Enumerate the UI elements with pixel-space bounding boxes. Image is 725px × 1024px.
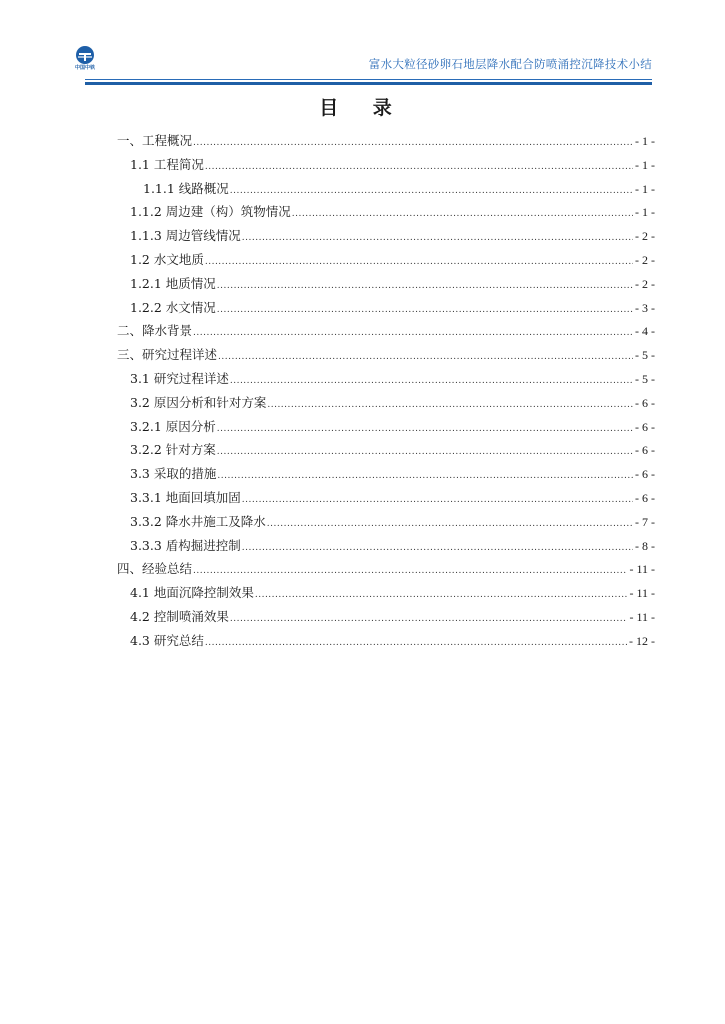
- toc-title: 目 录: [319, 97, 406, 119]
- toc-entry-label: 4.3 研究总结: [130, 632, 204, 648]
- leader-dots: [230, 614, 628, 624]
- toc-entry-page: - 11 -: [629, 586, 655, 601]
- leader-dots: [292, 209, 633, 219]
- header-rule-thick: [85, 82, 652, 85]
- toc-entry-label: 四、经验总结: [117, 561, 193, 577]
- toc-entry-page: - 12 -: [629, 633, 655, 648]
- toc-entry[interactable]: [117, 345, 655, 369]
- toc-entry-label: 1.1.2 周边建（构）筑物情况: [130, 204, 291, 220]
- leader-dots: [242, 543, 633, 553]
- toc-entry[interactable]: [117, 321, 655, 345]
- toc-entry-page: - 11 -: [629, 562, 655, 577]
- toc-entry-page: - 1 -: [635, 181, 655, 196]
- toc-entry[interactable]: [117, 369, 655, 393]
- leader-dots: [205, 257, 633, 267]
- toc-entry-page: - 3 -: [635, 300, 655, 315]
- toc-entry-label: 3.3.3 盾构掘进控制: [130, 537, 241, 553]
- toc-entry[interactable]: [117, 179, 655, 203]
- leader-dots: [242, 233, 633, 243]
- toc-entry-page: - 6 -: [635, 490, 655, 505]
- toc-entry-page: - 6 -: [635, 395, 655, 410]
- toc-entry[interactable]: [117, 488, 655, 512]
- toc-entry[interactable]: [117, 155, 655, 179]
- toc-entry[interactable]: [117, 536, 655, 560]
- toc-entry[interactable]: [117, 512, 655, 536]
- toc-entry-label: 1.1 工程简况: [130, 156, 204, 172]
- leader-dots: [217, 424, 633, 434]
- leader-dots: [255, 590, 628, 600]
- toc-entry-label: 1.2 水文地质: [130, 251, 204, 267]
- logo-caption: 中国中铁: [74, 65, 95, 71]
- leader-dots: [230, 186, 633, 196]
- toc-entry-page: - 11 -: [629, 609, 655, 624]
- toc-entry[interactable]: [117, 226, 655, 250]
- toc-entry-label: 1.1.3 周边管线情况: [130, 228, 241, 244]
- leader-dots: [217, 447, 633, 457]
- toc-entry-page: - 1 -: [635, 157, 655, 172]
- leader-dots: [205, 162, 633, 172]
- header-rule-thin: [85, 79, 652, 80]
- leader-dots: [193, 328, 633, 338]
- toc-entry-label: 3.2 原因分析和针对方案: [130, 394, 267, 410]
- table-of-contents: [117, 131, 655, 655]
- toc-entry-page: - 1 -: [635, 134, 655, 148]
- page-header: [70, 44, 652, 92]
- leader-dots: [193, 138, 633, 148]
- toc-entry-page: - 5 -: [635, 371, 655, 386]
- toc-entry-label: 3.3.2 降水井施工及降水: [130, 513, 266, 529]
- toc-entry[interactable]: [117, 131, 655, 155]
- toc-entry-label: 3.1 研究过程详述: [130, 370, 229, 386]
- toc-entry-page: - 2 -: [635, 229, 655, 244]
- toc-entry[interactable]: [117, 631, 655, 655]
- toc-entry-label: 3.3.1 地面回填加固: [130, 489, 241, 505]
- toc-entry[interactable]: [117, 393, 655, 417]
- toc-entry-page: - 7 -: [635, 514, 655, 529]
- toc-entry-label: 一、工程概况: [117, 133, 193, 148]
- toc-entry[interactable]: [117, 464, 655, 488]
- toc-entry-page: - 4 -: [635, 324, 655, 339]
- toc-entry-label: 1.1.1 线路概况: [143, 180, 229, 196]
- leader-dots: [267, 400, 633, 410]
- toc-entry-page: - 6 -: [635, 467, 655, 482]
- toc-entry-label: 三、研究过程详述: [117, 347, 218, 363]
- leader-dots: [218, 352, 633, 362]
- toc-entry-label: 1.2.2 水文情况: [130, 299, 216, 315]
- toc-entry[interactable]: [117, 202, 655, 226]
- toc-entry[interactable]: [117, 559, 655, 583]
- header-title: 富水大粒径砂卵石地层降水配合防喷涌控沉降技术小结: [368, 57, 652, 71]
- toc-entry-label: 二、降水背景: [117, 323, 193, 339]
- leader-dots: [217, 281, 633, 291]
- leader-dots: [267, 519, 633, 529]
- toc-entry-label: 3.2.2 针对方案: [130, 442, 216, 458]
- toc-entry-page: - 5 -: [635, 348, 655, 363]
- toc-entry-page: - 6 -: [635, 419, 655, 434]
- toc-entry[interactable]: [117, 298, 655, 322]
- toc-entry-label: 3.2.1 原因分析: [130, 418, 216, 434]
- toc-entry-label: 1.2.1 地质情况: [130, 275, 216, 291]
- toc-entry[interactable]: [117, 607, 655, 631]
- leader-dots: [205, 638, 627, 648]
- toc-entry[interactable]: [117, 417, 655, 441]
- toc-entry-page: - 8 -: [635, 538, 655, 553]
- toc-entry-page: - 2 -: [635, 276, 655, 291]
- toc-entry[interactable]: [117, 440, 655, 464]
- toc-entry-page: - 6 -: [635, 443, 655, 458]
- leader-dots: [217, 471, 633, 481]
- leader-dots: [242, 495, 633, 505]
- toc-entry-label: 4.2 控制喷涌效果: [130, 608, 229, 624]
- toc-entry-page: - 1 -: [635, 205, 655, 220]
- leader-dots: [230, 376, 633, 386]
- leader-dots: [193, 566, 627, 576]
- toc-entry-label: 3.3 采取的措施: [130, 466, 217, 482]
- toc-entry-page: - 2 -: [635, 252, 655, 267]
- toc-entry[interactable]: [117, 250, 655, 274]
- leader-dots: [217, 305, 633, 315]
- toc-entry[interactable]: [117, 274, 655, 298]
- toc-entry-label: 4.1 地面沉降控制效果: [130, 585, 254, 601]
- toc-entry[interactable]: [117, 583, 655, 607]
